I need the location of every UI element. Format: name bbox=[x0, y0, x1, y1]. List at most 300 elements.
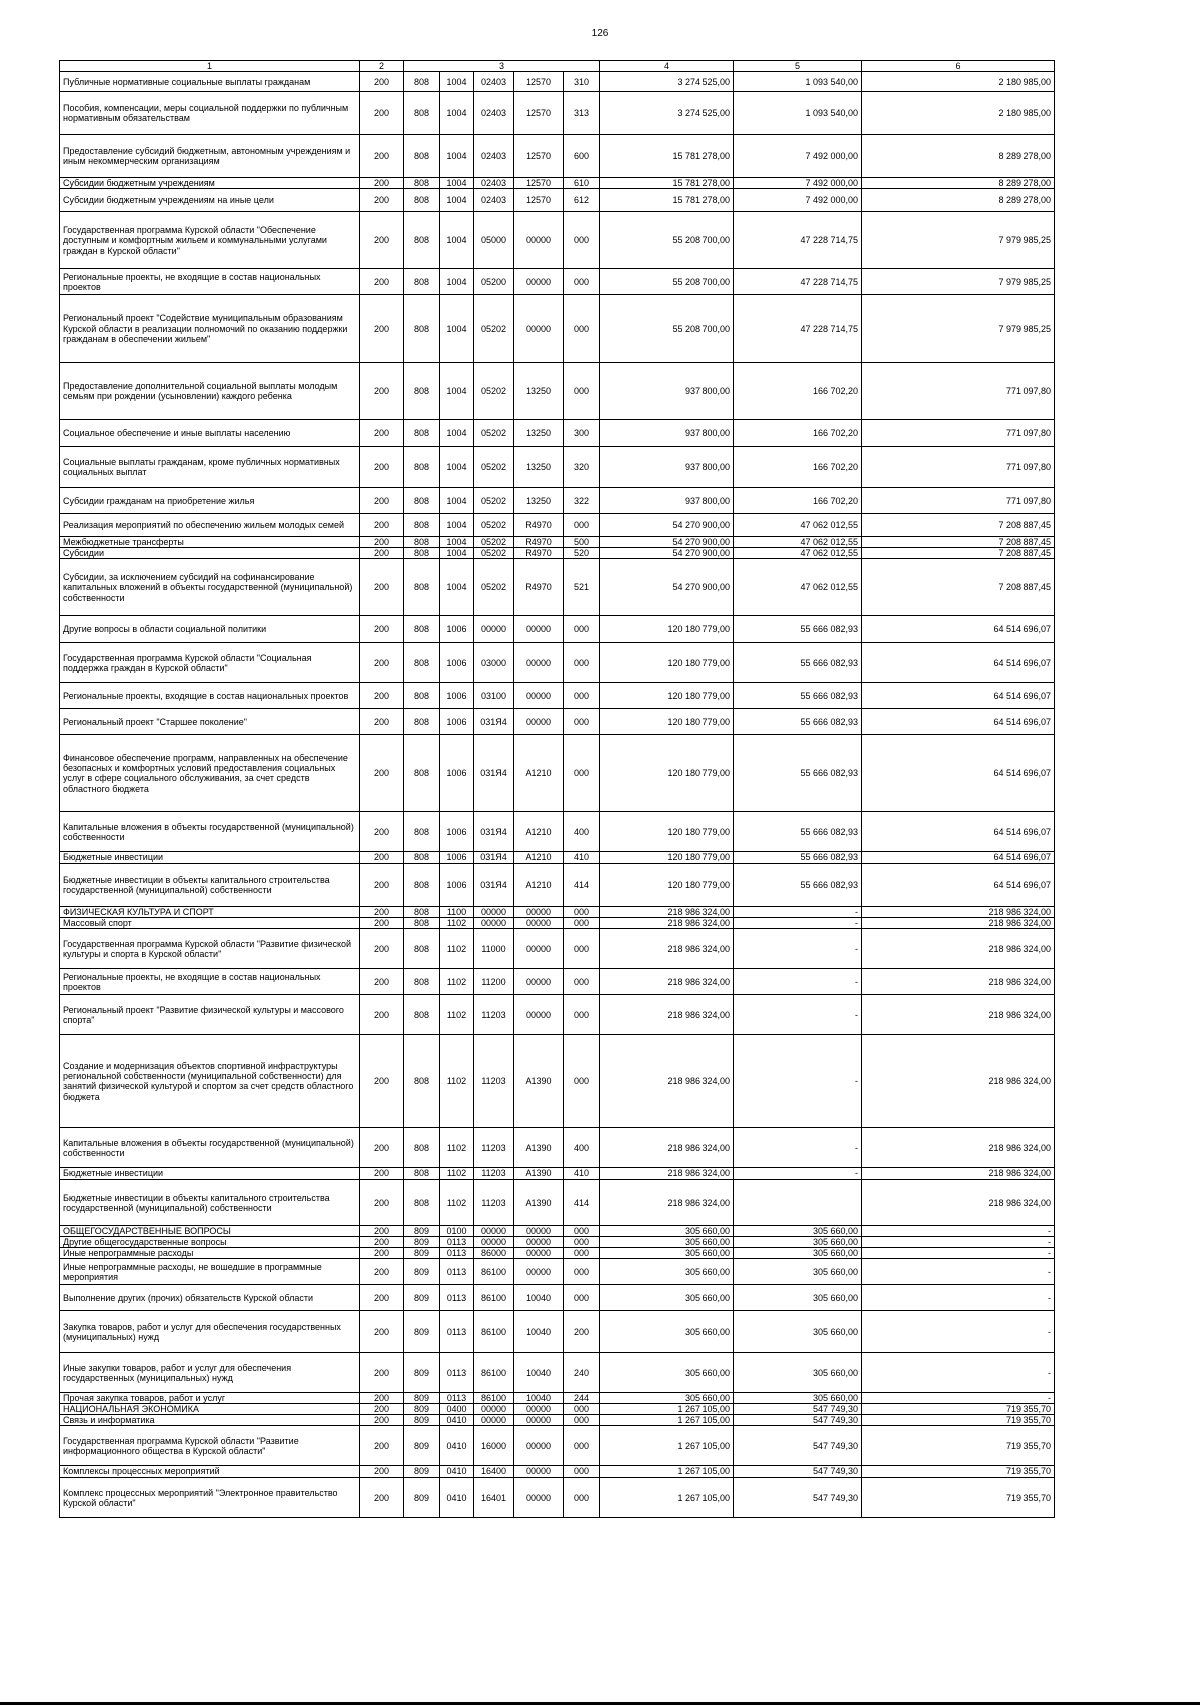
code-grbs: 200 bbox=[360, 969, 404, 995]
amount-remaining: 7 208 887,45 bbox=[862, 559, 1055, 616]
row-name: Предоставление субсидий бюджетным, автономным учреждениям и иным некоммерческим организациям bbox=[60, 135, 360, 178]
row-name: Региональный проект "Старшее поколение" bbox=[60, 709, 360, 735]
code-program: 05202 bbox=[474, 447, 514, 488]
code-expense-type: 000 bbox=[564, 1478, 600, 1518]
code-program: 05202 bbox=[474, 514, 514, 537]
row-name: Государственная программа Курской области "Развитие информационного общества в Курской области" bbox=[60, 1426, 360, 1466]
row-name: Государственная программа Курской области "Социальная поддержка граждан в Курской области" bbox=[60, 643, 360, 683]
code-section: 0400 bbox=[440, 1404, 474, 1415]
amount-executed: 55 666 082,93 bbox=[734, 616, 862, 643]
code-program: 05200 bbox=[474, 269, 514, 295]
amount-executed: 305 660,00 bbox=[734, 1248, 862, 1259]
code-program: 00000 bbox=[474, 1404, 514, 1415]
amount-plan: 305 660,00 bbox=[600, 1311, 734, 1353]
amount-plan: 218 986 324,00 bbox=[600, 1035, 734, 1128]
code-grbs: 200 bbox=[360, 709, 404, 735]
code-section: 1006 bbox=[440, 852, 474, 864]
code-ministry: 808 bbox=[404, 189, 440, 212]
code-section: 1004 bbox=[440, 420, 474, 447]
code-grbs: 200 bbox=[360, 1311, 404, 1353]
code-section: 1006 bbox=[440, 616, 474, 643]
code-grbs: 200 bbox=[360, 548, 404, 559]
amount-plan: 305 660,00 bbox=[600, 1393, 734, 1404]
code-direction: А1210 bbox=[514, 864, 564, 907]
code-expense-type: 000 bbox=[564, 514, 600, 537]
table-row bbox=[60, 447, 1055, 488]
code-section: 1004 bbox=[440, 178, 474, 189]
code-ministry: 808 bbox=[404, 488, 440, 514]
table-row bbox=[60, 1404, 1055, 1415]
amount-executed: - bbox=[734, 995, 862, 1035]
table-row bbox=[60, 1248, 1055, 1259]
code-grbs: 200 bbox=[360, 1180, 404, 1226]
code-grbs: 200 bbox=[360, 735, 404, 812]
code-ministry: 808 bbox=[404, 420, 440, 447]
code-expense-type: 000 bbox=[564, 683, 600, 709]
code-expense-type: 400 bbox=[564, 812, 600, 852]
code-direction: 12570 bbox=[514, 178, 564, 189]
code-direction: 00000 bbox=[514, 1466, 564, 1478]
amount-plan: 937 800,00 bbox=[600, 447, 734, 488]
row-name: Другие общегосударственные вопросы bbox=[60, 1237, 360, 1248]
amount-remaining: 719 355,70 bbox=[862, 1466, 1055, 1478]
code-program: 11000 bbox=[474, 929, 514, 969]
table-row bbox=[60, 548, 1055, 559]
table-row bbox=[60, 1393, 1055, 1404]
code-program: 16401 bbox=[474, 1478, 514, 1518]
code-ministry: 808 bbox=[404, 683, 440, 709]
code-program: 05202 bbox=[474, 488, 514, 514]
code-expense-type: 000 bbox=[564, 1035, 600, 1128]
amount-remaining: - bbox=[862, 1248, 1055, 1259]
code-ministry: 808 bbox=[404, 918, 440, 929]
amount-executed: 305 660,00 bbox=[734, 1285, 862, 1311]
amount-plan: 54 270 900,00 bbox=[600, 559, 734, 616]
row-name: Капитальные вложения в объекты государственной (муниципальной) собственности bbox=[60, 1128, 360, 1168]
code-grbs: 200 bbox=[360, 447, 404, 488]
amount-executed: - bbox=[734, 907, 862, 918]
code-grbs: 200 bbox=[360, 1466, 404, 1478]
code-grbs: 200 bbox=[360, 1393, 404, 1404]
code-program: 16400 bbox=[474, 1466, 514, 1478]
code-section: 0410 bbox=[440, 1466, 474, 1478]
row-name: Региональные проекты, не входящие в состав национальных проектов bbox=[60, 269, 360, 295]
code-expense-type: 612 bbox=[564, 189, 600, 212]
row-name: НАЦИОНАЛЬНАЯ ЭКОНОМИКА bbox=[60, 1404, 360, 1415]
code-section: 1102 bbox=[440, 969, 474, 995]
row-name: Капитальные вложения в объекты государственной (муниципальной) собственности bbox=[60, 812, 360, 852]
amount-plan: 15 781 278,00 bbox=[600, 189, 734, 212]
code-direction: А1390 bbox=[514, 1128, 564, 1168]
code-direction: R4970 bbox=[514, 514, 564, 537]
code-grbs: 200 bbox=[360, 295, 404, 363]
code-program: 031Я4 bbox=[474, 864, 514, 907]
code-grbs: 200 bbox=[360, 537, 404, 548]
code-direction: 00000 bbox=[514, 969, 564, 995]
code-section: 1004 bbox=[440, 212, 474, 269]
amount-remaining: - bbox=[862, 1353, 1055, 1393]
code-program: 02403 bbox=[474, 92, 514, 135]
row-name: Бюджетные инвестиции в объекты капитального строительства государственной (муниципальной) собственности bbox=[60, 1180, 360, 1226]
code-section: 1004 bbox=[440, 548, 474, 559]
amount-executed: - bbox=[734, 1168, 862, 1180]
amount-remaining: 64 514 696,07 bbox=[862, 683, 1055, 709]
code-ministry: 809 bbox=[404, 1415, 440, 1426]
amount-remaining: 771 097,80 bbox=[862, 447, 1055, 488]
amount-plan: 305 660,00 bbox=[600, 1259, 734, 1285]
amount-plan: 1 267 105,00 bbox=[600, 1415, 734, 1426]
code-section: 0113 bbox=[440, 1285, 474, 1311]
code-direction: 00000 bbox=[514, 683, 564, 709]
code-program: 00000 bbox=[474, 918, 514, 929]
amount-plan: 120 180 779,00 bbox=[600, 812, 734, 852]
table-row bbox=[60, 1311, 1055, 1353]
code-program: 86100 bbox=[474, 1311, 514, 1353]
amount-executed: 47 228 714,75 bbox=[734, 269, 862, 295]
code-grbs: 200 bbox=[360, 1237, 404, 1248]
code-direction: R4970 bbox=[514, 559, 564, 616]
amount-remaining: - bbox=[862, 1237, 1055, 1248]
table-row bbox=[60, 537, 1055, 548]
code-program: 00000 bbox=[474, 616, 514, 643]
table-row bbox=[60, 929, 1055, 969]
amount-executed: 305 660,00 bbox=[734, 1237, 862, 1248]
code-program: 05202 bbox=[474, 537, 514, 548]
amount-remaining: - bbox=[862, 1393, 1055, 1404]
row-name: Региональные проекты, входящие в состав национальных проектов bbox=[60, 683, 360, 709]
code-grbs: 200 bbox=[360, 683, 404, 709]
amount-executed: 47 228 714,75 bbox=[734, 295, 862, 363]
code-direction: 00000 bbox=[514, 616, 564, 643]
amount-remaining: 7 208 887,45 bbox=[862, 514, 1055, 537]
amount-remaining: - bbox=[862, 1259, 1055, 1285]
code-grbs: 200 bbox=[360, 1353, 404, 1393]
budget-table bbox=[59, 60, 1055, 1518]
code-section: 0113 bbox=[440, 1393, 474, 1404]
code-grbs: 200 bbox=[360, 864, 404, 907]
code-direction: 13250 bbox=[514, 447, 564, 488]
table-row bbox=[60, 269, 1055, 295]
amount-plan: 15 781 278,00 bbox=[600, 178, 734, 189]
code-section: 1102 bbox=[440, 1180, 474, 1226]
table-row bbox=[60, 189, 1055, 212]
amount-remaining: 218 986 324,00 bbox=[862, 929, 1055, 969]
table-row bbox=[60, 1168, 1055, 1180]
code-program: 02403 bbox=[474, 135, 514, 178]
code-expense-type: 000 bbox=[564, 212, 600, 269]
code-section: 0113 bbox=[440, 1353, 474, 1393]
code-direction: А1390 bbox=[514, 1180, 564, 1226]
code-program: 11203 bbox=[474, 1180, 514, 1226]
code-grbs: 200 bbox=[360, 1426, 404, 1466]
code-ministry: 808 bbox=[404, 212, 440, 269]
code-expense-type: 000 bbox=[564, 269, 600, 295]
code-direction: 00000 bbox=[514, 1248, 564, 1259]
code-program: 00000 bbox=[474, 1226, 514, 1237]
code-ministry: 808 bbox=[404, 92, 440, 135]
amount-executed: 7 492 000,00 bbox=[734, 135, 862, 178]
amount-remaining: 218 986 324,00 bbox=[862, 1035, 1055, 1128]
code-program: 02403 bbox=[474, 178, 514, 189]
code-expense-type: 000 bbox=[564, 1285, 600, 1311]
amount-remaining: 218 986 324,00 bbox=[862, 1128, 1055, 1168]
code-ministry: 808 bbox=[404, 559, 440, 616]
code-section: 1006 bbox=[440, 735, 474, 812]
code-grbs: 200 bbox=[360, 995, 404, 1035]
table-row bbox=[60, 1035, 1055, 1128]
amount-executed: 47 062 012,55 bbox=[734, 548, 862, 559]
code-direction: 13250 bbox=[514, 363, 564, 420]
amount-remaining: 218 986 324,00 bbox=[862, 969, 1055, 995]
code-section: 1004 bbox=[440, 295, 474, 363]
amount-executed: 305 660,00 bbox=[734, 1353, 862, 1393]
code-ministry: 809 bbox=[404, 1478, 440, 1518]
code-direction: 00000 bbox=[514, 918, 564, 929]
code-program: 11203 bbox=[474, 1035, 514, 1128]
code-ministry: 809 bbox=[404, 1248, 440, 1259]
code-ministry: 808 bbox=[404, 1180, 440, 1226]
row-name: Финансовое обеспечение программ, направленных на обеспечение безопасных и комфортных условий предоставления социальных услуг в сфере социального обслуживания, за счет средств областного бюджета bbox=[60, 735, 360, 812]
code-program: 16000 bbox=[474, 1426, 514, 1466]
code-program: 05202 bbox=[474, 559, 514, 616]
amount-remaining: 7 979 985,25 bbox=[862, 269, 1055, 295]
code-expense-type: 000 bbox=[564, 918, 600, 929]
amount-remaining: 719 355,70 bbox=[862, 1426, 1055, 1466]
code-ministry: 808 bbox=[404, 295, 440, 363]
table-row bbox=[60, 1285, 1055, 1311]
amount-executed: 55 666 082,93 bbox=[734, 643, 862, 683]
amount-plan: 218 986 324,00 bbox=[600, 1168, 734, 1180]
table-row bbox=[60, 643, 1055, 683]
table-row bbox=[60, 72, 1055, 92]
code-expense-type: 410 bbox=[564, 1168, 600, 1180]
code-expense-type: 000 bbox=[564, 1426, 600, 1466]
code-expense-type: 400 bbox=[564, 1128, 600, 1168]
amount-remaining: 8 289 278,00 bbox=[862, 178, 1055, 189]
code-ministry: 808 bbox=[404, 995, 440, 1035]
amount-remaining: - bbox=[862, 1226, 1055, 1237]
code-section: 1004 bbox=[440, 269, 474, 295]
amount-remaining: 2 180 985,00 bbox=[862, 92, 1055, 135]
code-program: 05202 bbox=[474, 295, 514, 363]
code-grbs: 200 bbox=[360, 918, 404, 929]
amount-remaining: 64 514 696,07 bbox=[862, 852, 1055, 864]
code-ministry: 808 bbox=[404, 537, 440, 548]
code-expense-type: 000 bbox=[564, 1466, 600, 1478]
amount-plan: 218 986 324,00 bbox=[600, 969, 734, 995]
amount-executed: - bbox=[734, 1035, 862, 1128]
table-row bbox=[60, 135, 1055, 178]
code-ministry: 808 bbox=[404, 643, 440, 683]
code-direction: 12570 bbox=[514, 72, 564, 92]
code-program: 00000 bbox=[474, 907, 514, 918]
code-grbs: 200 bbox=[360, 852, 404, 864]
amount-remaining: 8 289 278,00 bbox=[862, 135, 1055, 178]
code-ministry: 809 bbox=[404, 1426, 440, 1466]
table-row bbox=[60, 92, 1055, 135]
amount-executed: 547 749,30 bbox=[734, 1415, 862, 1426]
code-ministry: 809 bbox=[404, 1393, 440, 1404]
amount-plan: 55 208 700,00 bbox=[600, 212, 734, 269]
header-col-2: 2 bbox=[360, 61, 404, 72]
code-ministry: 809 bbox=[404, 1285, 440, 1311]
code-direction: 00000 bbox=[514, 643, 564, 683]
row-name: Субсидии bbox=[60, 548, 360, 559]
code-direction: 00000 bbox=[514, 1426, 564, 1466]
code-expense-type: 000 bbox=[564, 1415, 600, 1426]
row-name: Выполнение других (прочих) обязательств Курской области bbox=[60, 1285, 360, 1311]
table-row bbox=[60, 1180, 1055, 1226]
table-row bbox=[60, 488, 1055, 514]
code-section: 1004 bbox=[440, 488, 474, 514]
code-grbs: 200 bbox=[360, 1415, 404, 1426]
amount-executed: - bbox=[734, 1128, 862, 1168]
code-grbs: 200 bbox=[360, 643, 404, 683]
code-program: 03000 bbox=[474, 643, 514, 683]
code-grbs: 200 bbox=[360, 189, 404, 212]
amount-executed: 55 666 082,93 bbox=[734, 709, 862, 735]
amount-remaining: 719 355,70 bbox=[862, 1404, 1055, 1415]
amount-remaining: 7 208 887,45 bbox=[862, 548, 1055, 559]
code-expense-type: 313 bbox=[564, 92, 600, 135]
code-ministry: 808 bbox=[404, 709, 440, 735]
table-row bbox=[60, 683, 1055, 709]
code-expense-type: 414 bbox=[564, 864, 600, 907]
code-ministry: 808 bbox=[404, 269, 440, 295]
table-row bbox=[60, 1478, 1055, 1518]
code-section: 1102 bbox=[440, 929, 474, 969]
code-section: 0113 bbox=[440, 1237, 474, 1248]
code-expense-type: 000 bbox=[564, 907, 600, 918]
code-direction: 13250 bbox=[514, 488, 564, 514]
code-grbs: 200 bbox=[360, 212, 404, 269]
code-grbs: 200 bbox=[360, 363, 404, 420]
amount-remaining: 8 289 278,00 bbox=[862, 189, 1055, 212]
code-ministry: 809 bbox=[404, 1237, 440, 1248]
table-row bbox=[60, 995, 1055, 1035]
code-expense-type: 000 bbox=[564, 363, 600, 420]
code-expense-type: 244 bbox=[564, 1393, 600, 1404]
amount-remaining: 218 986 324,00 bbox=[862, 907, 1055, 918]
code-ministry: 808 bbox=[404, 447, 440, 488]
amount-remaining: 218 986 324,00 bbox=[862, 1180, 1055, 1226]
code-grbs: 200 bbox=[360, 488, 404, 514]
code-program: 86100 bbox=[474, 1259, 514, 1285]
code-expense-type: 521 bbox=[564, 559, 600, 616]
code-direction: 00000 bbox=[514, 907, 564, 918]
table-row bbox=[60, 420, 1055, 447]
table-row bbox=[60, 709, 1055, 735]
code-expense-type: 520 bbox=[564, 548, 600, 559]
table-row bbox=[60, 559, 1055, 616]
header-col-4: 4 bbox=[600, 61, 734, 72]
row-name: Реализация мероприятий по обеспечению жильем молодых семей bbox=[60, 514, 360, 537]
header-col-5: 5 bbox=[734, 61, 862, 72]
code-grbs: 200 bbox=[360, 72, 404, 92]
code-grbs: 200 bbox=[360, 907, 404, 918]
amount-remaining: 64 514 696,07 bbox=[862, 616, 1055, 643]
code-section: 1102 bbox=[440, 918, 474, 929]
amount-plan: 54 270 900,00 bbox=[600, 537, 734, 548]
amount-plan: 120 180 779,00 bbox=[600, 735, 734, 812]
code-grbs: 200 bbox=[360, 1285, 404, 1311]
code-section: 1004 bbox=[440, 92, 474, 135]
code-direction: 10040 bbox=[514, 1311, 564, 1353]
code-grbs: 200 bbox=[360, 1226, 404, 1237]
row-name: Иные закупки товаров, работ и услуг для обеспечения государственных (муниципальных) нужд bbox=[60, 1353, 360, 1393]
code-expense-type: 320 bbox=[564, 447, 600, 488]
row-name: Бюджетные инвестиции в объекты капитального строительства государственной (муниципальной) собственности bbox=[60, 864, 360, 907]
row-name: Субсидии бюджетным учреждениям на иные цели bbox=[60, 189, 360, 212]
code-expense-type: 000 bbox=[564, 643, 600, 683]
amount-executed: 7 492 000,00 bbox=[734, 189, 862, 212]
amount-remaining: 64 514 696,07 bbox=[862, 812, 1055, 852]
code-expense-type: 240 bbox=[564, 1353, 600, 1393]
code-section: 0410 bbox=[440, 1478, 474, 1518]
amount-plan: 305 660,00 bbox=[600, 1285, 734, 1311]
code-section: 1006 bbox=[440, 683, 474, 709]
amount-remaining: 64 514 696,07 bbox=[862, 735, 1055, 812]
code-expense-type: 000 bbox=[564, 1404, 600, 1415]
row-name: Субсидии, за исключением субсидий на софинансирование капитальных вложений в объекты государственной (муниципальной) собственности bbox=[60, 559, 360, 616]
code-direction: 00000 bbox=[514, 995, 564, 1035]
amount-plan: 3 274 525,00 bbox=[600, 72, 734, 92]
amount-plan: 218 986 324,00 bbox=[600, 918, 734, 929]
code-expense-type: 000 bbox=[564, 929, 600, 969]
amount-plan: 1 267 105,00 bbox=[600, 1466, 734, 1478]
amount-plan: 218 986 324,00 bbox=[600, 1180, 734, 1226]
amount-plan: 937 800,00 bbox=[600, 363, 734, 420]
code-grbs: 200 bbox=[360, 269, 404, 295]
table-row bbox=[60, 864, 1055, 907]
code-ministry: 808 bbox=[404, 514, 440, 537]
amount-executed: 547 749,30 bbox=[734, 1404, 862, 1415]
amount-remaining: 719 355,70 bbox=[862, 1415, 1055, 1426]
amount-executed: 305 660,00 bbox=[734, 1393, 862, 1404]
amount-plan: 218 986 324,00 bbox=[600, 1128, 734, 1168]
code-direction: 13250 bbox=[514, 420, 564, 447]
row-name: Массовый спорт bbox=[60, 918, 360, 929]
table-row bbox=[60, 1226, 1055, 1237]
amount-remaining: 7 208 887,45 bbox=[862, 537, 1055, 548]
code-direction: 00000 bbox=[514, 1478, 564, 1518]
table-row bbox=[60, 1426, 1055, 1466]
code-ministry: 809 bbox=[404, 1259, 440, 1285]
row-name: Субсидии гражданам на приобретение жилья bbox=[60, 488, 360, 514]
code-direction: 00000 bbox=[514, 269, 564, 295]
code-section: 0113 bbox=[440, 1259, 474, 1285]
table-row bbox=[60, 295, 1055, 363]
code-direction: 00000 bbox=[514, 1259, 564, 1285]
row-name: Иные непрограммные расходы bbox=[60, 1248, 360, 1259]
amount-executed: 166 702,20 bbox=[734, 447, 862, 488]
amount-plan: 218 986 324,00 bbox=[600, 929, 734, 969]
code-section: 1006 bbox=[440, 643, 474, 683]
code-section: 1102 bbox=[440, 995, 474, 1035]
amount-executed: 1 093 540,00 bbox=[734, 92, 862, 135]
row-name: Другие вопросы в области социальной политики bbox=[60, 616, 360, 643]
header-col-1: 1 bbox=[60, 61, 360, 72]
table-row bbox=[60, 812, 1055, 852]
amount-executed: 47 062 012,55 bbox=[734, 537, 862, 548]
code-expense-type: 410 bbox=[564, 852, 600, 864]
code-ministry: 808 bbox=[404, 812, 440, 852]
code-program: 11200 bbox=[474, 969, 514, 995]
amount-executed: 305 660,00 bbox=[734, 1259, 862, 1285]
code-grbs: 200 bbox=[360, 1404, 404, 1415]
amount-executed: - bbox=[734, 929, 862, 969]
amount-remaining: 218 986 324,00 bbox=[862, 1168, 1055, 1180]
